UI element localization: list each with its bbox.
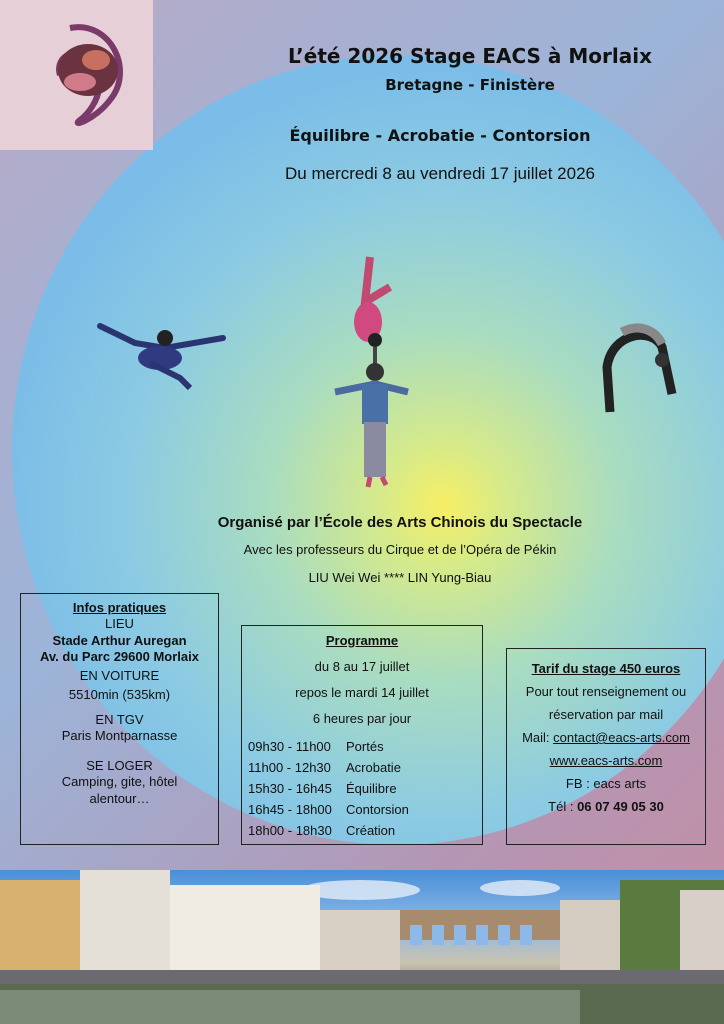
backbend-acrobat-image bbox=[592, 322, 677, 417]
schedule-activity: Équilibre bbox=[346, 781, 397, 796]
car-time: 5510min (535km) bbox=[68, 687, 171, 703]
info-line1: Pour tout renseignement ou bbox=[525, 684, 687, 699]
infos-box bbox=[20, 593, 219, 845]
lodging-line2: alentour… bbox=[89, 790, 150, 806]
tarif-heading: Tarif du stage 450 euros bbox=[531, 661, 681, 676]
phone-label: Tél : bbox=[548, 799, 578, 814]
schedule-row bbox=[248, 739, 384, 754]
logo bbox=[0, 0, 153, 150]
lieu-label: LIEU bbox=[105, 616, 134, 632]
mail-line bbox=[507, 730, 705, 745]
disciplines-line: Équilibre - Acrobatie - Contorsion bbox=[289, 126, 591, 145]
facebook-line: FB : eacs arts bbox=[565, 776, 647, 791]
info-line2: réservation par mail bbox=[548, 707, 664, 722]
venue-name: Stade Arthur Auregan bbox=[52, 632, 187, 648]
region-subtitle: Bretagne - Finistère bbox=[385, 76, 555, 94]
organizer-line: Organisé par l’École des Arts Chinois du Spectacle bbox=[217, 514, 583, 531]
mail-label: Mail: bbox=[522, 730, 554, 745]
lodging-line1: Camping, gite, hôtel bbox=[61, 774, 178, 790]
programme-period: du 8 au 17 juillet bbox=[314, 659, 410, 674]
schedule-time: 15h30 - 16h45 bbox=[248, 781, 332, 796]
hand-balance-image bbox=[330, 252, 410, 492]
schedule-row bbox=[248, 802, 409, 817]
teacher-names: LIU Wei Wei **** LIN Yung-Biau bbox=[308, 570, 492, 585]
schedule-time: 11h00 - 12h30 bbox=[248, 760, 331, 775]
schedule-row bbox=[248, 781, 397, 796]
infos-heading: Infos pratiques bbox=[72, 600, 167, 615]
car-label: EN VOITURE bbox=[79, 668, 160, 683]
schedule-activity: Contorsion bbox=[346, 802, 409, 817]
flying-acrobat-image bbox=[95, 318, 230, 393]
train-label: EN TGV bbox=[95, 711, 144, 727]
schedule-row bbox=[248, 760, 401, 775]
schedule-time: 09h30 - 11h00 bbox=[248, 739, 331, 754]
programme-heading: Programme bbox=[325, 633, 399, 648]
train-station: Paris Montparnasse bbox=[61, 727, 178, 743]
email-link[interactable]: contact@eacs-arts.com bbox=[553, 730, 690, 745]
phone-line bbox=[507, 799, 705, 814]
phone-number: 06 07 49 05 30 bbox=[577, 799, 664, 814]
tarif-box bbox=[506, 648, 706, 845]
morlaix-photo bbox=[0, 870, 724, 1024]
page-title: L’été 2026 Stage EACS à Morlaix bbox=[288, 44, 652, 68]
schedule-time: 16h45 - 18h00 bbox=[248, 802, 332, 817]
venue-address: Av. du Parc 29600 Morlaix bbox=[40, 648, 199, 664]
dates-line: Du mercredi 8 au vendredi 17 juillet 2026 bbox=[285, 164, 595, 183]
programme-rest: repos le mardi 14 juillet bbox=[295, 685, 429, 700]
programme-hours: 6 heures par jour bbox=[312, 711, 412, 726]
schedule-time: 18h00 - 18h30 bbox=[248, 823, 332, 838]
teachers-line: Avec les professeurs du Cirque et de l’Opéra de Pékin bbox=[243, 542, 557, 557]
schedule-activity: Création bbox=[346, 823, 396, 838]
schedule-activity: Portés bbox=[346, 739, 384, 754]
schedule-row bbox=[248, 823, 395, 838]
programme-box bbox=[241, 625, 483, 845]
lodging-label: SE LOGER bbox=[86, 758, 153, 773]
schedule-activity: Acrobatie bbox=[346, 760, 401, 775]
website-link[interactable]: www.eacs-arts.com bbox=[549, 753, 663, 768]
